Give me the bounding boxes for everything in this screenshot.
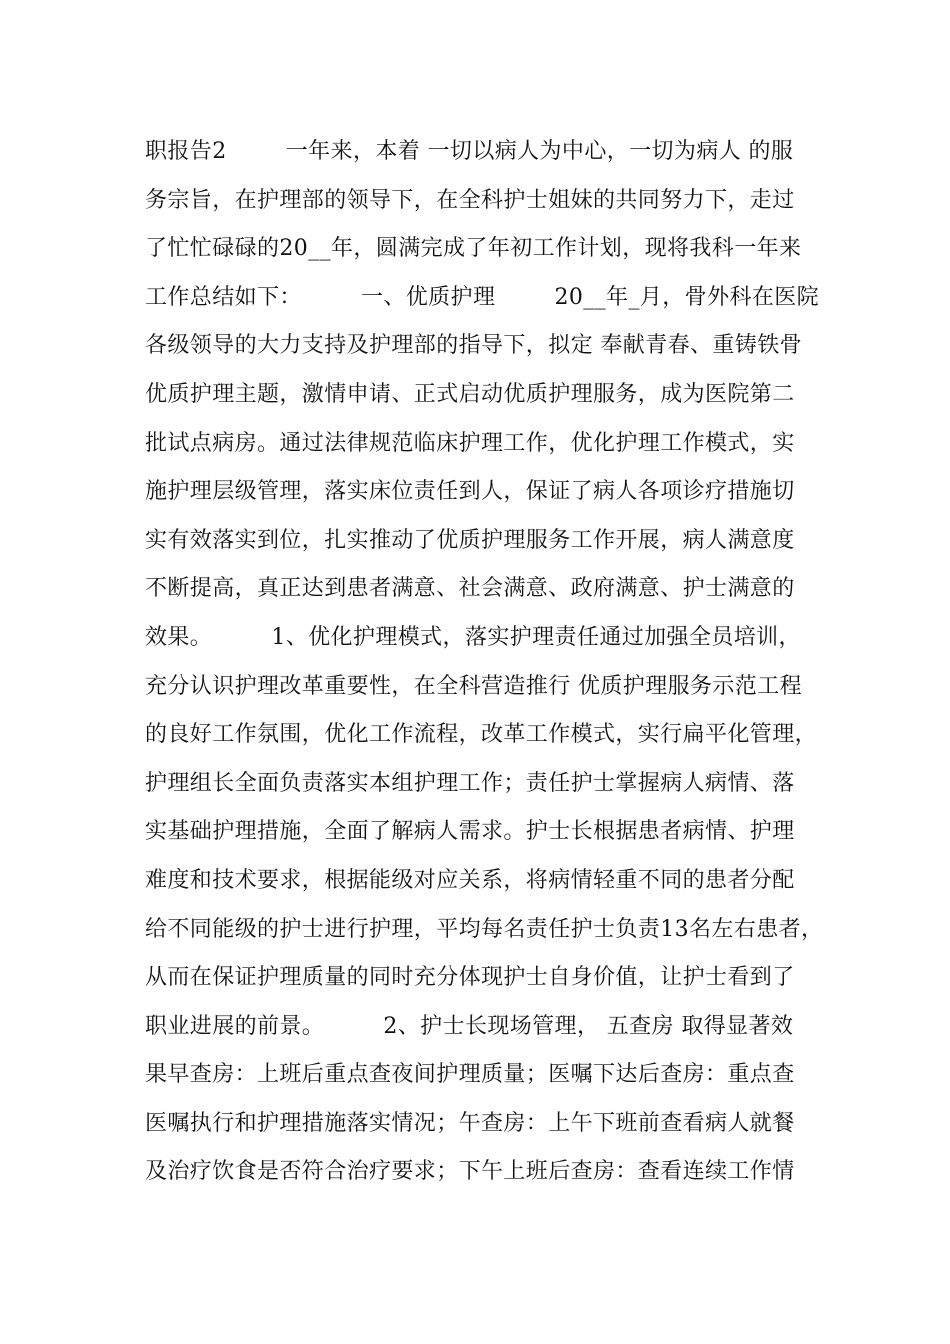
text-line: 工作总结如下： 一、优质护理 20__年_月，骨外科在医院 xyxy=(145,284,820,310)
text-line: 职报告2 一年来，本着 一切以病人为中心，一切为病人 的服 xyxy=(145,139,794,164)
text-line: 护理组长全面负责落实本组护理工作；责任护士掌握病人病情、落 xyxy=(145,770,795,796)
text-line: 务宗旨，在护理部的领导下，在全科护士姐妹的共同努力下，走过 xyxy=(145,187,795,213)
text-line: 及治疗饮食是否符合治疗要求；下午上班后查房：查看连续工作情 xyxy=(145,1159,795,1185)
text-line: 优质护理主题，激情申请、正式启动优质护理服务，成为医院第二 xyxy=(145,381,795,407)
text-line: 批试点病房。通过法律规范临床护理工作，优化护理工作模式，实 xyxy=(145,430,795,456)
text-line: 实有效落实到位，扎实推动了优质护理服务工作开展，病人满意度 xyxy=(145,527,795,553)
text-line: 效果。 1、优化护理模式，落实护理责任通过加强全员培训， xyxy=(145,624,801,650)
text-line: 充分认识护理改革重要性，在全科营造推行 优质护理服务示范工程 xyxy=(145,673,802,699)
text-line: 果早查房：上班后重点查夜间护理质量；医嘱下达后查房：重点查 xyxy=(145,1062,795,1088)
text-line: 的良好工作氛围，优化工作流程，改革工作模式，实行扁平化管理， xyxy=(145,722,818,748)
text-line: 职业进展的前景。 2、护士长现场管理， 五查房 取得显著效 xyxy=(145,1013,794,1039)
text-line: 实基础护理措施，全面了解病人需求。护士长根据患者病情、护理 xyxy=(145,819,795,845)
text-line: 难度和技术要求，根据能级对应关系，将病情轻重不同的患者分配 xyxy=(145,867,795,893)
text-line: 了忙忙碌碌的20__年，圆满完成了年初工作计划，现将我科一年来 xyxy=(145,236,802,262)
text-line: 医嘱执行和护理措施落实情况；午查房：上午下班前查看病人就餐 xyxy=(145,1110,795,1136)
text-line: 各级领导的大力支持及护理部的指导下，拟定 奉献青春、重铸铁骨 xyxy=(145,333,802,359)
text-line: 给不同能级的护士进行护理，平均每名责任护士负责13名左右患者， xyxy=(145,916,824,942)
body-text xyxy=(145,128,835,1197)
text-line: 从而在保证护理质量的同时充分体现护士自身价值，让护士看到了 xyxy=(145,965,795,991)
text-line: 施护理层级管理，落实床位责任到人，保证了病人各项诊疗措施切 xyxy=(145,479,795,505)
text-line: 不断提高，真正达到患者满意、社会满意、政府满意、护士满意的 xyxy=(145,576,795,602)
